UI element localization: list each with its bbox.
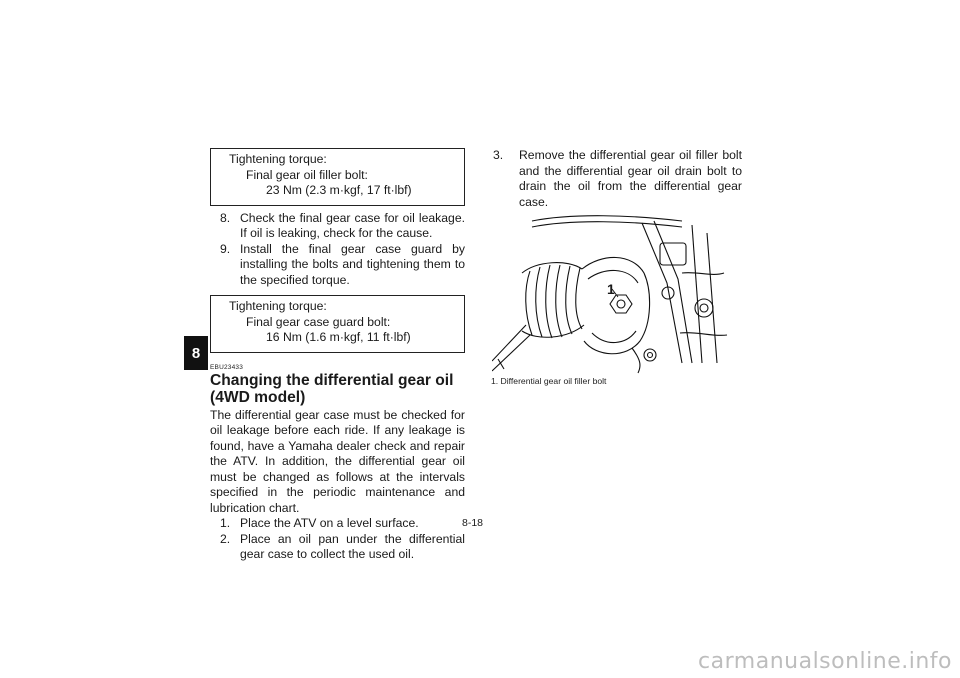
- step-text: Place an oil pan under the differential gear case to collect the used oil.: [240, 531, 465, 561]
- steps-1-2: [210, 516, 465, 563]
- spec-value: 23 Nm (2.3 m·kgf, 17 ft·lbf): [266, 183, 412, 197]
- section-tab: 8: [184, 336, 208, 370]
- section-heading: Changing the differential gear oil (4WD model): [210, 371, 454, 406]
- body-paragraph: The differential gear case must be checked for oil leakage before each ride. If any leakage is found, have a Yamaha dealer check and repair the ATV. In addition, the differential gear oil must be changed as follows at the intervals specified in the periodic maintenance and lubrication chart.: [210, 407, 465, 515]
- spec-title: Tightening torque:: [229, 152, 327, 166]
- callout-1: 1: [607, 281, 615, 297]
- step-text: Install the final gear case guard by installing the bolts and tightening them to the specified torque.: [240, 241, 465, 287]
- spec-item: Final gear oil filler bolt:: [246, 167, 368, 182]
- step-8: [210, 211, 465, 242]
- watermark: carmanualsonline.info: [698, 649, 952, 674]
- step-1: [210, 516, 465, 532]
- figure-caption: 1. Differential gear oil filler bolt: [491, 376, 607, 386]
- step-3: [489, 148, 742, 210]
- spec-value: 16 Nm (1.6 m·kgf, 11 ft·lbf): [266, 330, 411, 344]
- step-text: Remove the differential gear oil filler bolt and the differential gear oil drain bolt to drain the oil from the differential gear case.: [519, 148, 742, 209]
- differential-illustration: [492, 213, 732, 375]
- step-number: 8.: [220, 210, 231, 225]
- section-code: EBU23433: [210, 363, 244, 371]
- step-text: Check the final gear case for oil leakage. If oil is leaking, check for the cause.: [240, 210, 465, 240]
- right-column: [489, 148, 742, 386]
- spec-title: Tightening torque:: [229, 299, 327, 313]
- step-text: Place the ATV on a level surface.: [240, 516, 419, 530]
- torque-spec-box-guard-bolt: [210, 295, 465, 353]
- page-number: 8-18: [462, 517, 484, 529]
- spec-item: Final gear case guard bolt:: [246, 314, 391, 329]
- step-number: 9.: [220, 241, 231, 256]
- step-number: 3.: [493, 148, 504, 162]
- left-column: [210, 148, 465, 563]
- step-number: 1.: [220, 516, 231, 530]
- torque-spec-box-filler-bolt: [210, 148, 465, 206]
- step-2: [210, 532, 465, 563]
- step-9: [210, 242, 465, 289]
- step-number: 2.: [220, 531, 231, 546]
- steps-8-9: [210, 211, 465, 289]
